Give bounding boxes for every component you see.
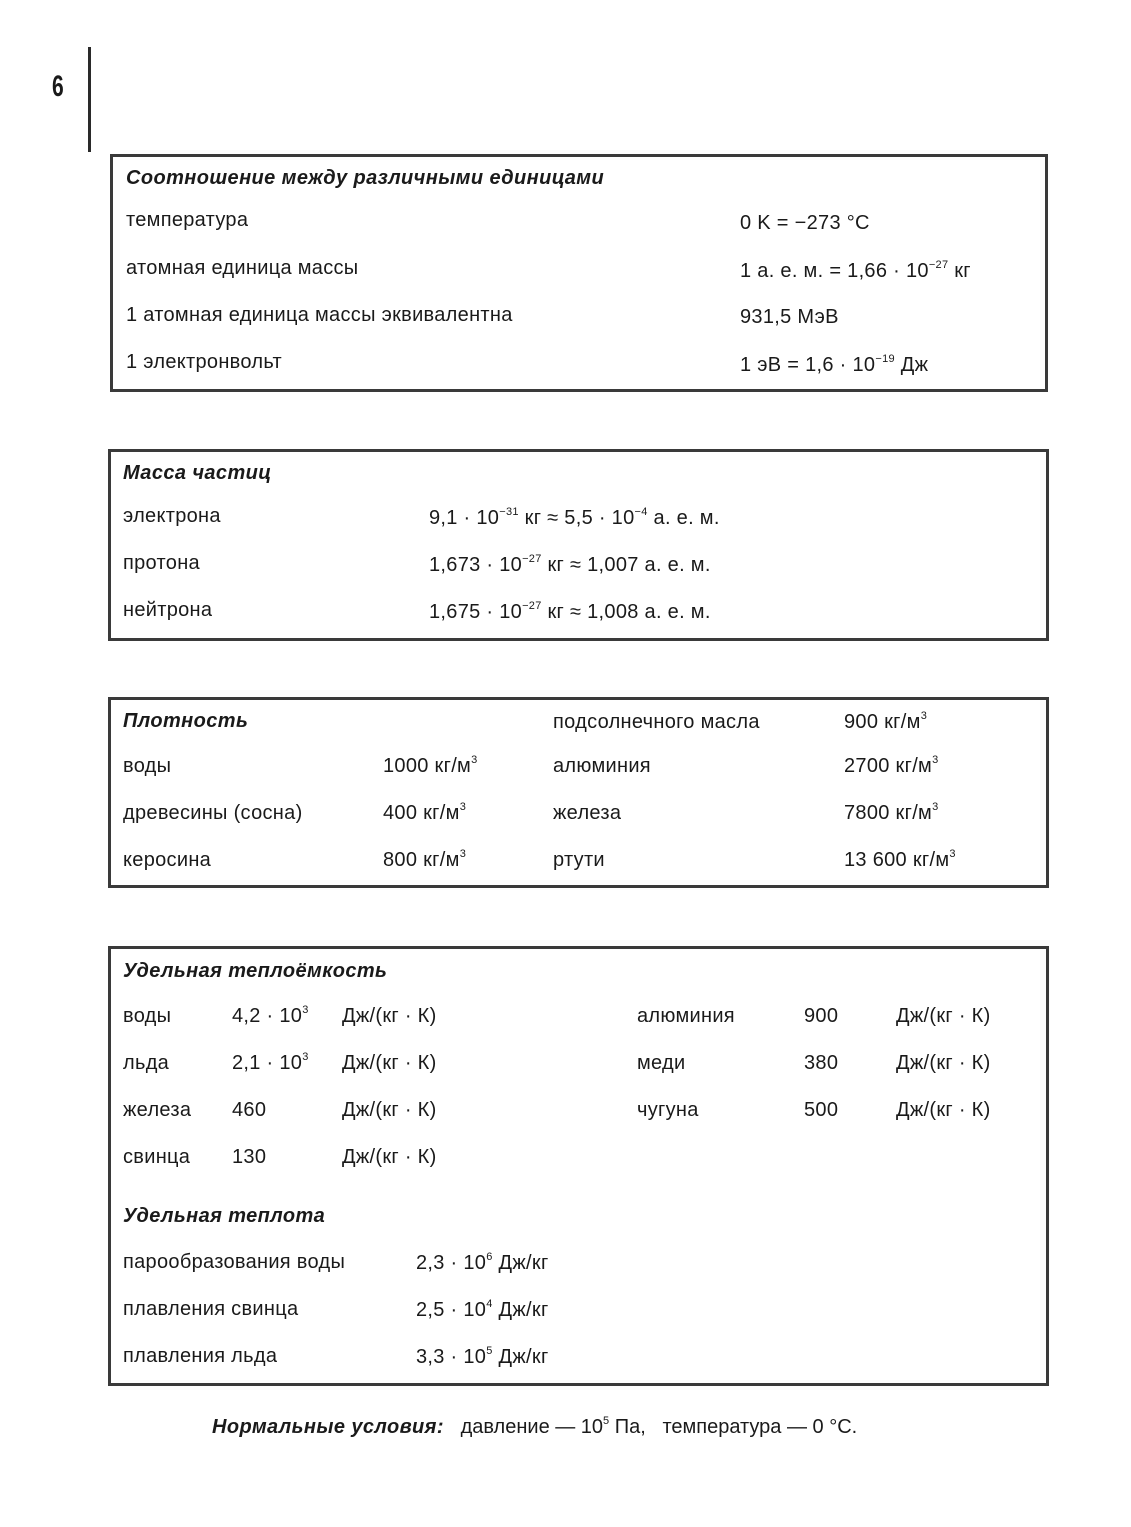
heat-label: свинца <box>123 1146 191 1168</box>
density-value: 7800 $кг/м^3$ <box>844 801 939 824</box>
mass-label: протона <box>123 552 200 574</box>
density-label: древесины (сосна) <box>123 802 303 824</box>
density-box <box>108 697 1049 888</box>
heat-unit: Дж/(кг · К) <box>342 1052 437 1074</box>
heat-specific-value: $2,5 \cdot 10^4$ Дж/кг <box>416 1298 549 1321</box>
units-value: 1 а. е. м. = $1,66 \cdot 10^{-27}$ кг <box>740 259 971 282</box>
heat-value: 500 <box>804 1099 839 1121</box>
units-value: 0 K = −273 °C <box>740 212 870 234</box>
units-label: 1 атомная единица массы эквивалентна <box>126 304 513 326</box>
mass-title: Масса частиц <box>123 462 272 484</box>
heat-capacity-title: Удельная теплоёмкость <box>123 960 388 982</box>
heat-label: алюминия <box>637 1005 735 1027</box>
heat-label: меди <box>637 1052 686 1074</box>
heat-value: 460 <box>232 1099 267 1121</box>
heat-unit: Дж/(кг · К) <box>342 1146 437 1168</box>
heat-value: $4,2 \cdot 10^3$ <box>232 1004 309 1027</box>
density-value: 13 600 $кг/м^3$ <box>844 848 956 871</box>
page-number: 6 <box>52 70 64 103</box>
margin-rule <box>88 47 91 152</box>
heat-unit: Дж/(кг · К) <box>896 1005 991 1027</box>
heat-box <box>108 946 1049 1386</box>
density-label: подсолнечного масла <box>553 711 760 733</box>
heat-specific-title: Удельная теплота <box>123 1205 326 1227</box>
heat-label: льда <box>123 1052 170 1074</box>
density-label: ртути <box>553 849 605 871</box>
density-value: 1000 $кг/м^3$ <box>383 754 478 777</box>
units-label: атомная единица массы <box>126 257 359 279</box>
heat-specific-label: парообразования воды <box>123 1251 346 1273</box>
heat-specific-value: $2,3 \cdot 10^6$ Дж/кг <box>416 1251 549 1274</box>
heat-specific-value: $3,3 \cdot 10^5$ Дж/кг <box>416 1345 549 1368</box>
heat-specific-label: плавления свинца <box>123 1298 299 1320</box>
heat-value: 130 <box>232 1146 267 1168</box>
mass-label: электрона <box>123 505 221 527</box>
density-label: железа <box>553 802 622 824</box>
heat-value: $2,1 \cdot 10^3$ <box>232 1051 309 1074</box>
units-box <box>110 154 1048 392</box>
mass-box <box>108 449 1049 641</box>
density-label: воды <box>123 755 172 777</box>
density-label: алюминия <box>553 755 651 777</box>
density-value: 900 $кг/м^3$ <box>844 710 928 733</box>
normal-conditions-text: давление — $10^5$ Па, температура — 0 °С. <box>460 1415 858 1438</box>
density-value: 2700 $кг/м^3$ <box>844 754 939 777</box>
mass-value: $1,673 \cdot 10^{-27}$ кг ≈ 1,007 а. е. м. <box>429 553 711 576</box>
density-value: 800 $кг/м^3$ <box>383 848 467 871</box>
units-label: 1 электронвольт <box>126 351 282 373</box>
units-value: 931,5 МэВ <box>740 306 839 328</box>
heat-specific-label: плавления льда <box>123 1345 278 1367</box>
heat-label: железа <box>123 1099 192 1121</box>
density-label: керосина <box>123 849 212 871</box>
normal-conditions <box>212 1416 857 1439</box>
heat-value: 380 <box>804 1052 839 1074</box>
units-label: температура <box>126 209 249 231</box>
units-value: 1 эВ = $1,6 \cdot 10^{-19}$ Дж <box>740 353 929 376</box>
normal-conditions-label: Нормальные условия: <box>212 1416 444 1438</box>
density-value: 400 $кг/м^3$ <box>383 801 467 824</box>
heat-unit: Дж/(кг · К) <box>896 1099 991 1121</box>
density-title: Плотность <box>123 710 249 732</box>
heat-label: чугуна <box>637 1099 699 1121</box>
heat-value: 900 <box>804 1005 839 1027</box>
units-title: Соотношение между различными единицами <box>126 167 605 189</box>
heat-unit: Дж/(кг · К) <box>342 1099 437 1121</box>
heat-unit: Дж/(кг · К) <box>896 1052 991 1074</box>
mass-label: нейтрона <box>123 599 213 621</box>
mass-value: $1,675 \cdot 10^{-27}$ кг ≈ 1,008 а. е. м. <box>429 600 711 623</box>
heat-unit: Дж/(кг · К) <box>342 1005 437 1027</box>
mass-value: $9,1 \cdot 10^{-31}$ кг ≈ $5,5 \cdot 10^{-4}$ а. е. м. <box>429 506 720 529</box>
heat-label: воды <box>123 1005 172 1027</box>
